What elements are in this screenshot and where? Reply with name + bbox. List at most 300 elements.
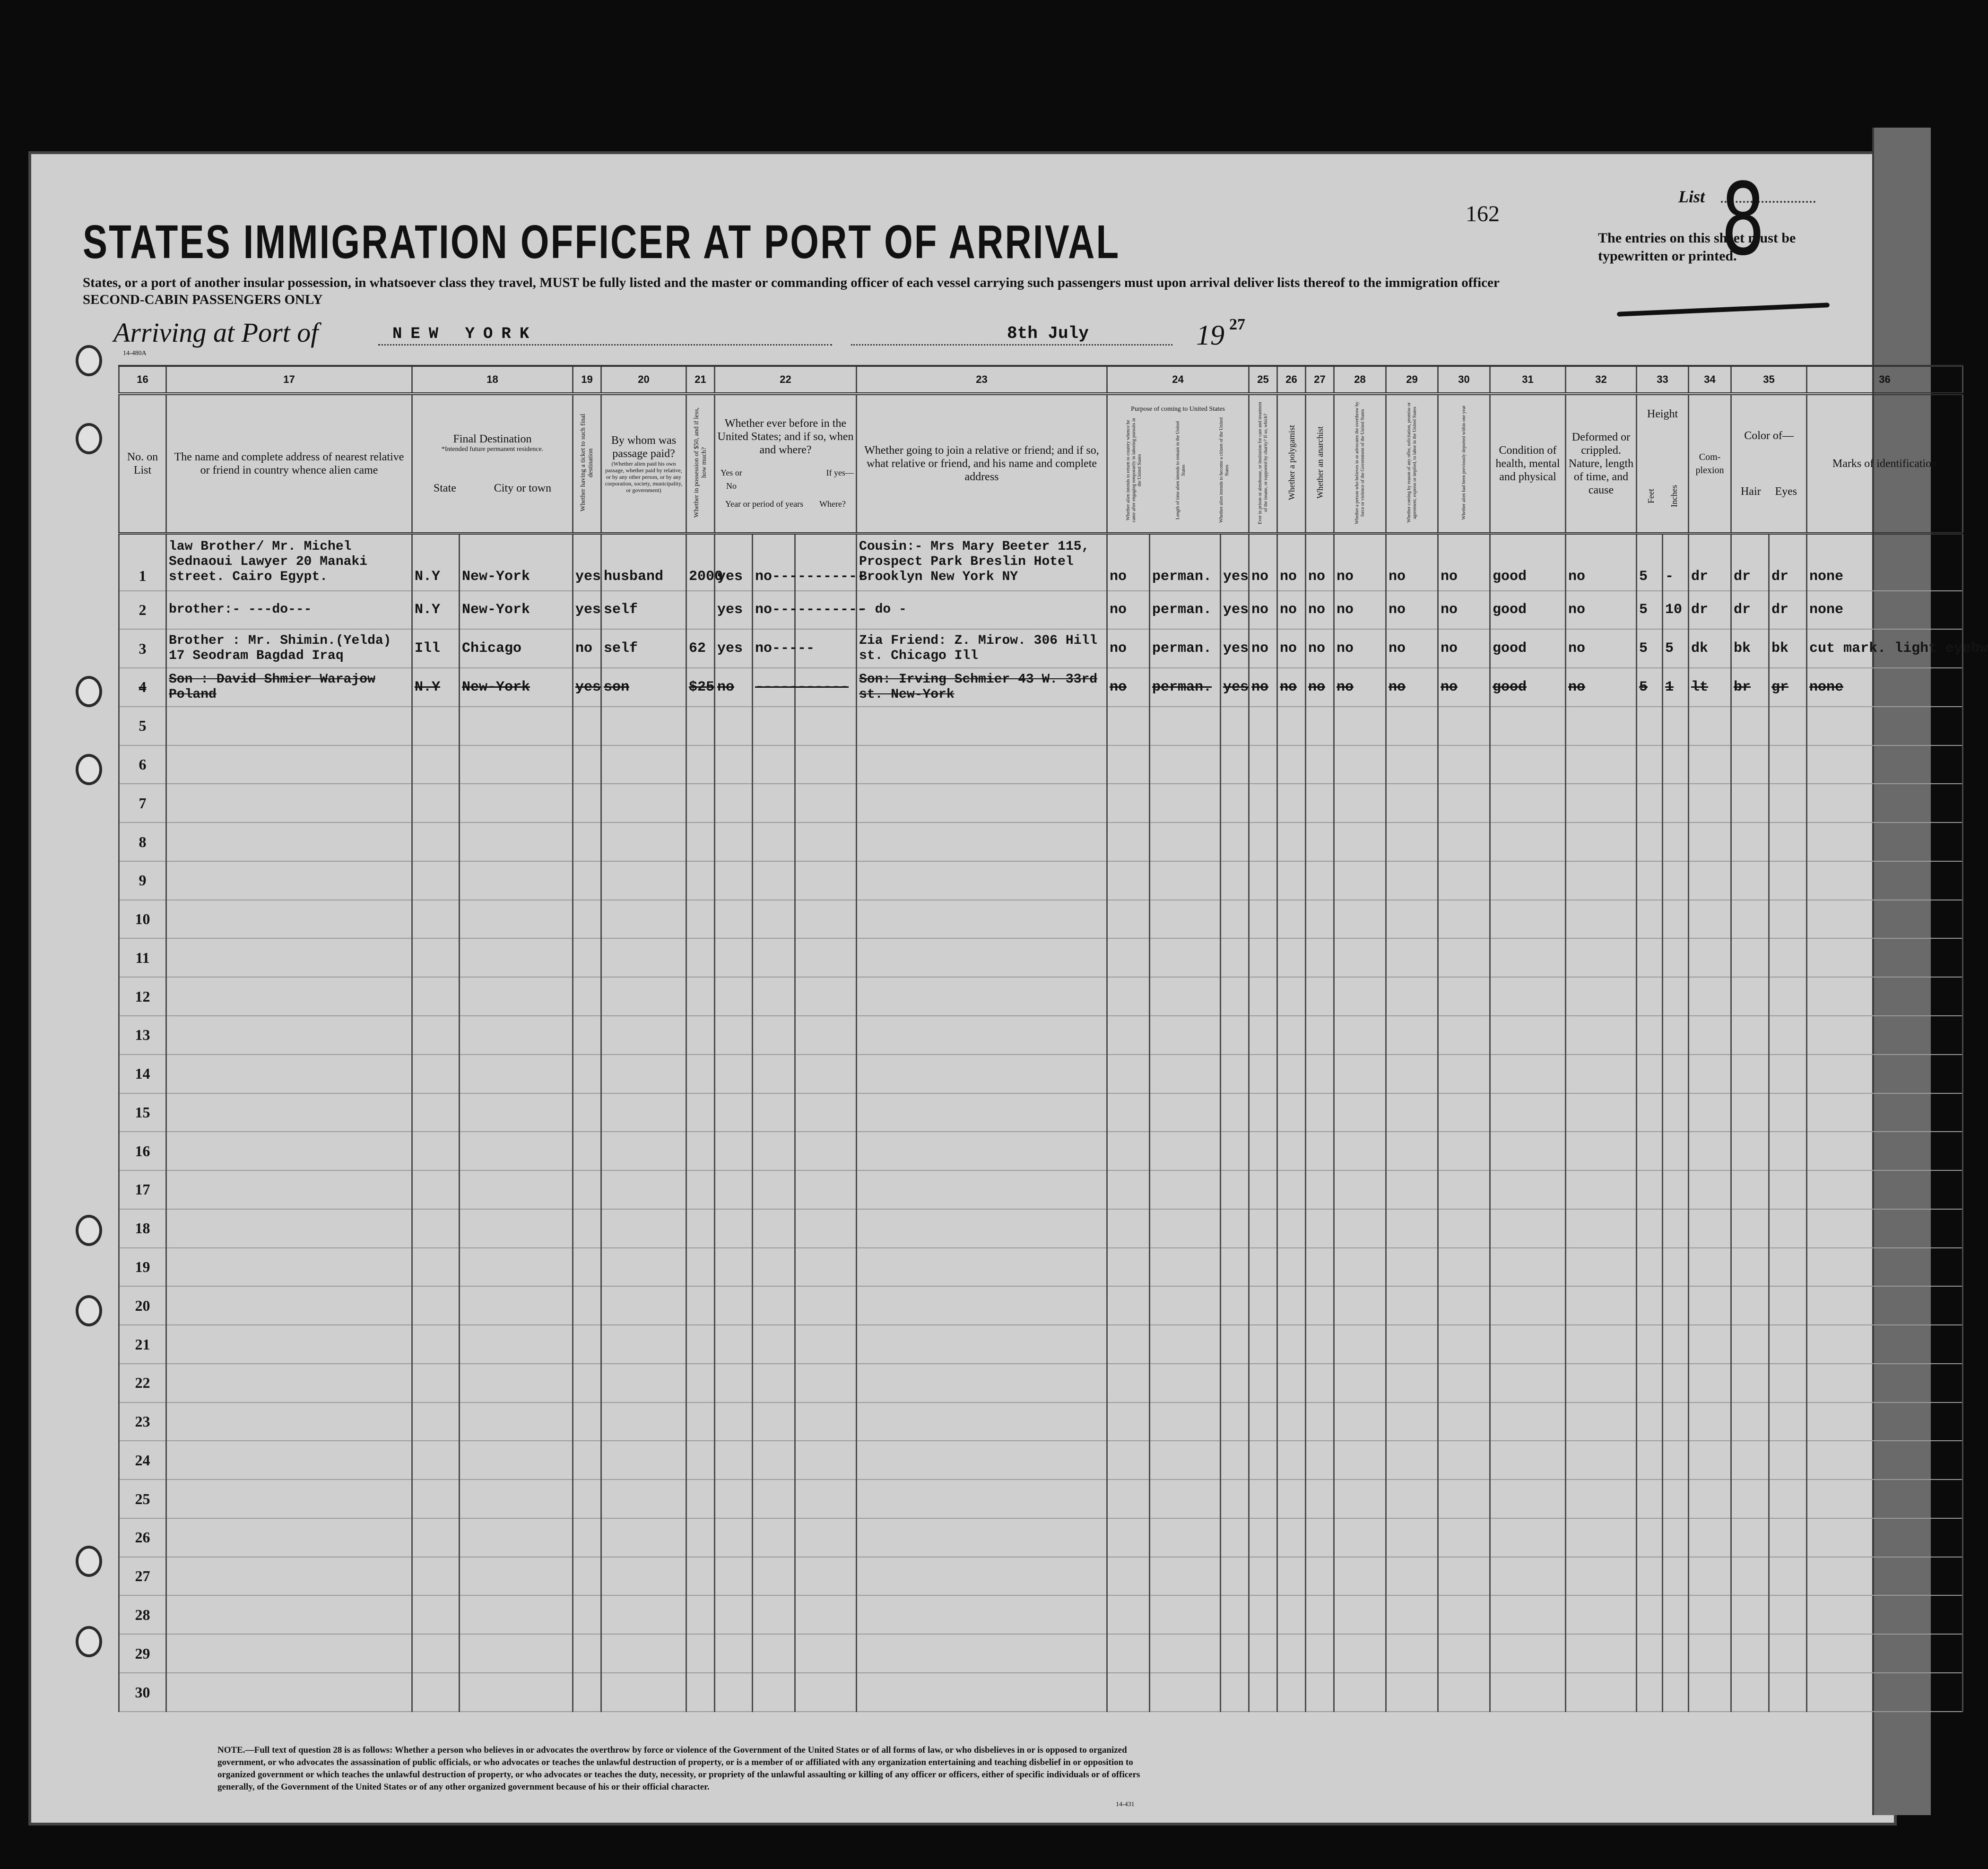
empty-cell [1386,1673,1438,1712]
table-row [119,1132,1963,1170]
empty-cell [1150,745,1221,784]
empty-cell [573,1673,601,1712]
empty-cell [1277,1480,1306,1518]
empty-cell [1150,1441,1221,1480]
empty-cell [601,1518,686,1557]
empty-cell [1386,1402,1438,1441]
empty-cell [1386,745,1438,784]
empty-cell [1107,1209,1150,1248]
empty-cell [1769,1209,1807,1248]
empty-cell [1438,900,1490,939]
empty-cell [1663,707,1689,745]
empty-cell [1107,1016,1150,1055]
table-row [119,1325,1963,1364]
empty-cell [686,1325,715,1364]
column-number: 31 [1490,366,1566,394]
empty-cell [686,1557,715,1596]
empty-cell [715,1325,753,1364]
empty-cell [1438,1402,1490,1441]
empty-cell [857,1132,1107,1170]
row-number: 15 [119,1093,166,1132]
empty-cell [1490,1209,1566,1248]
row-number: 10 [119,900,166,939]
column-number: 27 [1306,366,1334,394]
empty-cell [460,1557,573,1596]
empty-cell [1566,1634,1637,1673]
contract-cell: no [1386,668,1438,707]
empty-cell [1386,1441,1438,1480]
empty-cell [1807,1209,1963,1248]
empty-cell [601,1441,686,1480]
empty-cell [1150,1595,1221,1634]
empty-cell [1277,1402,1306,1441]
condition-cell: good [1490,629,1566,668]
empty-cell [1277,861,1306,900]
marks-cell: none [1807,591,1963,630]
empty-cell [1150,1132,1221,1170]
empty-cell [1334,1170,1386,1209]
empty-cell [1386,977,1438,1016]
empty-cell [1769,1518,1807,1557]
prison-cell: no [1249,591,1277,630]
empty-cell [1689,1441,1731,1480]
class-line: SECOND-CABIN PASSENGERS ONLY [83,292,323,307]
empty-cell [715,977,753,1016]
table-row [119,745,1963,784]
table-row [119,1402,1963,1441]
empty-cell [857,1557,1107,1596]
page-title: STATES IMMIGRATION OFFICER AT PORT OF ARRIVAL [83,216,1120,268]
empty-cell [601,707,686,745]
empty-cell [1637,1132,1663,1170]
empty-cell [166,1248,412,1287]
header-final-destination [412,394,573,534]
deformed-cell: no [1566,591,1637,630]
row-number: 16 [119,1132,166,1170]
final-destination-label: Final Destination [453,433,532,445]
empty-cell [1221,1480,1249,1518]
empty-cell [1769,745,1807,784]
empty-cell [1221,1055,1249,1093]
header-before-us [715,394,857,534]
state-cell: N.Y [412,668,460,707]
manifest-table [118,365,1988,1712]
empty-cell [1277,977,1306,1016]
table-row [119,629,1963,668]
empty-cell [1306,1132,1334,1170]
binder-hole [76,423,102,454]
empty-cell [166,1557,412,1596]
empty-cell [1769,1364,1807,1402]
purpose-return-cell: no [1107,629,1150,668]
purpose-return-cell: no [1107,668,1150,707]
empty-cell [753,900,795,939]
empty-cell [601,1286,686,1325]
empty-cell [795,1016,857,1055]
empty-cell [795,1557,857,1596]
empty-cell [1637,1286,1663,1325]
header-join-relative: Whether going to join a relative or friend; and if so, what relative or friend, and his name and complete address [857,394,1107,534]
deported-cell: no [1438,629,1490,668]
money-cell [686,591,715,630]
empty-cell [686,1016,715,1055]
empty-cell [1221,707,1249,745]
empty-cell [1689,1248,1731,1287]
empty-cell [1807,1170,1963,1209]
color-subheaders [1734,485,1804,498]
empty-cell [1689,977,1731,1016]
year-period-cell: no----------- [753,591,795,630]
row-number: 20 [119,1286,166,1325]
empty-cell [686,1634,715,1673]
binder-hole [76,1215,102,1246]
empty-cell [1249,1209,1277,1248]
row-number: 3 [119,629,166,668]
column-number: 25 [1249,366,1277,394]
empty-cell [166,977,412,1016]
empty-cell [1566,822,1637,861]
empty-cell [1306,1016,1334,1055]
table-row [119,668,1963,707]
empty-cell [1769,1673,1807,1712]
empty-cell [1334,745,1386,784]
empty-cell [166,822,412,861]
empty-cell [1277,938,1306,977]
empty-cell [1306,1518,1334,1557]
empty-cell [1221,1286,1249,1325]
empty-cell [1107,1673,1150,1712]
empty-cell [412,822,460,861]
empty-cell [686,1441,715,1480]
empty-cell [1221,938,1249,977]
empty-cell [1807,1093,1963,1132]
empty-cell [573,1595,601,1634]
empty-cell [1277,1634,1306,1673]
header-prison: Ever in prison or almshouse, or institution for care and treatment of the insane, or supported by charity? If so, which? [1249,394,1277,534]
column-number: 36 [1807,366,1963,394]
empty-cell [1386,1364,1438,1402]
empty-cell [1663,1248,1689,1287]
empty-cell [1731,1016,1769,1055]
row-number: 11 [119,938,166,977]
table-row [119,938,1963,977]
empty-cell [460,938,573,977]
column-number: 29 [1386,366,1438,394]
empty-cell [1689,1364,1731,1402]
empty-cell [686,745,715,784]
empty-cell [412,1325,460,1364]
empty-cell [1249,1634,1277,1673]
complexion-cell: dr [1689,534,1731,591]
empty-cell [1769,1093,1807,1132]
empty-cell [601,822,686,861]
empty-cell [1334,1248,1386,1287]
empty-cell [601,1170,686,1209]
row-number: 13 [119,1016,166,1055]
empty-cell [1386,1209,1438,1248]
empty-cell [166,1673,412,1712]
empty-cell [1807,1055,1963,1093]
empty-cell [686,1248,715,1287]
header-state: State [433,482,456,494]
empty-cell [753,1170,795,1209]
before-us-period [717,497,854,511]
empty-cell [1107,745,1150,784]
empty-cell [1807,1480,1963,1518]
empty-cell [1566,1325,1637,1364]
deported-cell: no [1438,668,1490,707]
empty-cell [1150,1209,1221,1248]
empty-cell [1249,1170,1277,1209]
empty-cell [1438,1325,1490,1364]
empty-cell [715,1055,753,1093]
empty-cell [1769,1055,1807,1093]
empty-cell [1490,784,1566,822]
empty-cell [1386,1016,1438,1055]
empty-cell [1731,1518,1769,1557]
empty-cell [1221,1209,1249,1248]
binder-hole [76,676,102,707]
empty-cell [1807,938,1963,977]
empty-cell [715,822,753,861]
table-row [119,1248,1963,1287]
passage-paid-label: By whom was passage paid? [611,434,677,460]
empty-cell [460,822,573,861]
empty-cell [1807,977,1963,1016]
empty-cell [1150,938,1221,977]
empty-cell [1689,1595,1731,1634]
empty-cell [1249,1480,1277,1518]
empty-cell [1249,1093,1277,1132]
empty-cell [1731,900,1769,939]
money-cell: 2000 [686,534,715,591]
empty-cell [1566,1286,1637,1325]
empty-cell [1637,784,1663,822]
city-cell: New-York [460,591,573,630]
empty-cell [1637,1325,1663,1364]
empty-cell [715,1209,753,1248]
empty-cell [1107,707,1150,745]
empty-cell [1221,861,1249,900]
empty-cell [1663,1634,1689,1673]
empty-cell [857,1093,1107,1132]
feet-cell: 5 [1637,591,1663,630]
empty-cell [1277,707,1306,745]
empty-cell [1150,1364,1221,1402]
join-relative-cell: Zia Friend: Z. Mirow. 306 Hill st. Chicago Ill [857,629,1107,668]
empty-cell [1637,1557,1663,1596]
year-period-cell: no----------- [753,534,795,591]
year-period-cell: ----------- [753,668,795,707]
empty-cell [1386,1557,1438,1596]
empty-cell [1107,1132,1150,1170]
empty-cell [1107,1518,1150,1557]
prison-cell: no [1249,534,1277,591]
empty-cell [753,1364,795,1402]
empty-cell [1637,745,1663,784]
header-condition: Condition of health, mental and physical [1490,394,1566,534]
empty-cell [857,1634,1107,1673]
empty-cell [715,1170,753,1209]
empty-cell [601,1673,686,1712]
column-number: 34 [1689,366,1731,394]
table-row [119,784,1963,822]
empty-cell [1689,1209,1731,1248]
empty-cell [1490,938,1566,977]
empty-cell [1438,1093,1490,1132]
empty-cell [1689,822,1731,861]
empty-cell [166,707,412,745]
before-us-label: Whether ever before in the United States; and if so, when and where? [717,417,854,456]
empty-cell [1731,1673,1769,1712]
complexion-cell: dr [1689,591,1731,630]
empty-cell [412,1093,460,1132]
empty-cell [1334,1634,1386,1673]
empty-cell [753,1286,795,1325]
binder-hole [76,345,102,376]
empty-cell [1731,938,1769,977]
anarchist-cell: no [1306,591,1334,630]
empty-cell [1663,1518,1689,1557]
before-us-cell: yes [715,591,753,630]
empty-cell [1637,1595,1663,1634]
empty-cell [1663,1209,1689,1248]
empty-cell [573,1170,601,1209]
empty-cell [857,861,1107,900]
empty-cell [1221,1132,1249,1170]
empty-cell [1807,1248,1963,1287]
empty-cell [1731,1364,1769,1402]
empty-cell [601,1093,686,1132]
empty-cell [1769,1595,1807,1634]
empty-cell [1306,1441,1334,1480]
empty-cell [1769,822,1807,861]
empty-cell [166,1170,412,1209]
contract-cell: no [1386,591,1438,630]
empty-cell [460,1595,573,1634]
empty-cell [1438,861,1490,900]
empty-cell [795,1634,857,1673]
empty-cell [412,1480,460,1518]
empty-cell [1769,1016,1807,1055]
empty-cell [1637,1093,1663,1132]
empty-cell [1277,822,1306,861]
empty-cell [1386,1518,1438,1557]
empty-cell [753,707,795,745]
empty-cell [686,1132,715,1170]
empty-cell [1566,1209,1637,1248]
empty-cell [1807,1595,1963,1634]
empty-cell [166,1441,412,1480]
empty-cell [1689,900,1731,939]
empty-cell [1490,1325,1566,1364]
header-eyes: Eyes [1775,485,1797,498]
empty-cell [1807,1286,1963,1325]
empty-cell [1334,1518,1386,1557]
empty-cell [1334,1402,1386,1441]
city-cell: New-York [460,534,573,591]
empty-cell [601,900,686,939]
empty-cell [1438,1286,1490,1325]
empty-cell [1107,900,1150,939]
page-number: 162 [1466,201,1500,226]
empty-cell [1769,1441,1807,1480]
empty-cell [1731,745,1769,784]
empty-cell [1663,1093,1689,1132]
empty-cell [1221,1170,1249,1209]
list-label: List [1678,187,1705,206]
empty-cell [460,1441,573,1480]
header-deported: Whether alien had been previously deported within one year [1438,394,1490,534]
empty-cell [715,1518,753,1557]
empty-cell [460,900,573,939]
empty-cell [412,707,460,745]
empty-cell [715,1364,753,1402]
empty-cell [1566,1441,1637,1480]
empty-cell [1150,977,1221,1016]
empty-cell [1386,1325,1438,1364]
empty-cell [1249,822,1277,861]
table-row [119,1518,1963,1557]
empty-cell [1306,900,1334,939]
empty-cell [573,1518,601,1557]
empty-cell [1637,1673,1663,1712]
row-number: 14 [119,1055,166,1093]
city-cell: New-York [460,668,573,707]
empty-cell [1438,1055,1490,1093]
empty-cell [1306,1557,1334,1596]
empty-cell [1689,784,1731,822]
deported-cell: no [1438,534,1490,591]
empty-cell [795,1248,857,1287]
overthrow-cell: no [1334,534,1386,591]
empty-cell [460,861,573,900]
empty-cell [1637,1518,1663,1557]
empty-cell [857,977,1107,1016]
row-number: 17 [119,1170,166,1209]
empty-cell [1249,1325,1277,1364]
empty-cell [1277,745,1306,784]
empty-cell [1807,1325,1963,1364]
column-number: 23 [857,366,1107,394]
empty-cell [686,1673,715,1712]
row-number: 28 [119,1595,166,1634]
empty-cell [1107,1441,1150,1480]
empty-cell [1807,1132,1963,1170]
empty-cell [1438,1557,1490,1596]
empty-cell [166,1325,412,1364]
empty-cell [753,1634,795,1673]
eyes-cell: dr [1769,534,1807,591]
row-number: 24 [119,1441,166,1480]
length-stay-cell: perman. [1150,629,1221,668]
empty-cell [460,1325,573,1364]
empty-cell [795,1325,857,1364]
overthrow-cell: no [1334,629,1386,668]
empty-cell [1438,1016,1490,1055]
empty-cell [1637,938,1663,977]
empty-cell [1490,900,1566,939]
header-marks: Marks of identification [1807,394,1963,534]
row-number: 4 [119,668,166,707]
empty-cell [1807,707,1963,745]
empty-cell [753,1209,795,1248]
empty-cell [1731,1170,1769,1209]
empty-cell [857,1364,1107,1402]
empty-cell [573,822,601,861]
empty-cell [460,1170,573,1209]
empty-cell [573,1286,601,1325]
